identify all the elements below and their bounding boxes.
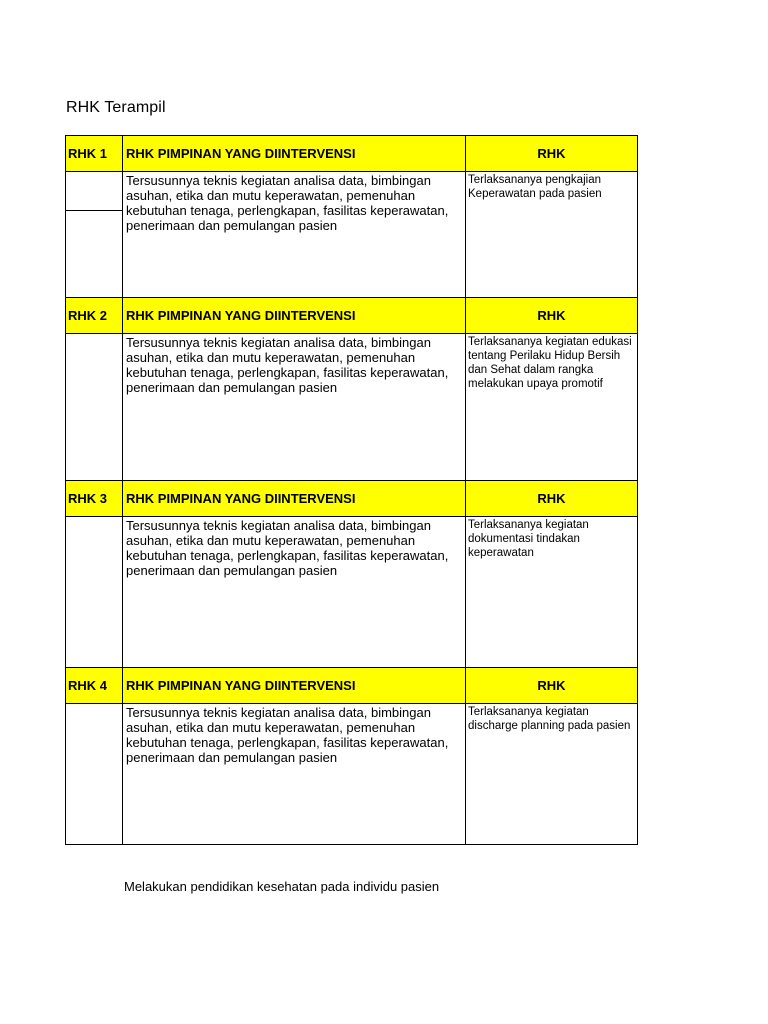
rhk-header: RHK — [537, 678, 566, 693]
rhk-header-row — [65, 297, 638, 334]
rhk-text: Terlaksananya kegiatan edukasi tentang Perilaku Hidup Bersih dan Sehat dalam rangka melakukan upaya promotif — [468, 336, 632, 390]
rhk-number-cell — [66, 704, 123, 844]
rhk-number-cell — [66, 517, 123, 667]
pimpinan-text: Tersusunnya teknis kegiatan analisa data, bimbingan asuhan, etika dan mutu keperawatan, pemenuhan kebutuhan tenaga, perlengkapan, fasilitas keperawatan, penerimaan dan pemulangan pasien — [123, 172, 466, 297]
pimpinan-header: RHK PIMPINAN YANG DIINTERVENSI — [123, 298, 466, 333]
rhk-header: RHK — [537, 146, 566, 161]
rhk-body-row — [65, 334, 638, 481]
rhk-header-row — [65, 480, 638, 517]
pimpinan-text: Tersusunnya teknis kegiatan analisa data, bimbingan asuhan, etika dan mutu keperawatan, pemenuhan kebutuhan tenaga, perlengkapan, fasilitas keperawatan, penerimaan dan pemulangan pasien — [123, 704, 466, 844]
rhk-body-row — [65, 517, 638, 668]
rhk-number: RHK 1 — [66, 136, 123, 171]
rhk-number: RHK 4 — [66, 668, 123, 703]
rhk-text: Terlaksananya pengkajian Keperawatan pada pasien — [468, 174, 602, 200]
rhk-body-row — [65, 704, 638, 845]
rhk-header-row — [65, 667, 638, 704]
pimpinan-text: Tersusunnya teknis kegiatan analisa data, bimbingan asuhan, etika dan mutu keperawatan, pemenuhan kebutuhan tenaga, perlengkapan, fasilitas keperawatan, penerimaan dan pemulangan pasien — [123, 334, 466, 480]
rhk-number: RHK 3 — [66, 481, 123, 516]
rhk-body-row — [65, 172, 638, 298]
rhk-number: RHK 2 — [66, 298, 123, 333]
rhk-number-cell — [66, 334, 123, 480]
rhk-header: RHK — [537, 308, 566, 323]
rhk-text: Terlaksananya kegiatan discharge planning pada pasien — [468, 706, 631, 732]
rhk-header: RHK — [537, 491, 566, 506]
rhk-text: Terlaksananya kegiatan dokumentasi tindakan keperawatan — [468, 519, 589, 559]
pimpinan-header: RHK PIMPINAN YANG DIINTERVENSI — [123, 668, 466, 703]
footer-note: Melakukan pendidikan kesehatan pada individu pasien — [124, 879, 440, 894]
rhk-header-row — [65, 135, 638, 172]
rhk-number-cell — [66, 172, 123, 297]
pimpinan-header: RHK PIMPINAN YANG DIINTERVENSI — [123, 136, 466, 171]
cell-divider — [66, 210, 122, 211]
document-title: RHK Terampil — [66, 99, 166, 116]
pimpinan-text: Tersusunnya teknis kegiatan analisa data, bimbingan asuhan, etika dan mutu keperawatan, pemenuhan kebutuhan tenaga, perlengkapan, fasilitas keperawatan, penerimaan dan pemulangan pasien — [123, 517, 466, 667]
pimpinan-header: RHK PIMPINAN YANG DIINTERVENSI — [123, 481, 466, 516]
